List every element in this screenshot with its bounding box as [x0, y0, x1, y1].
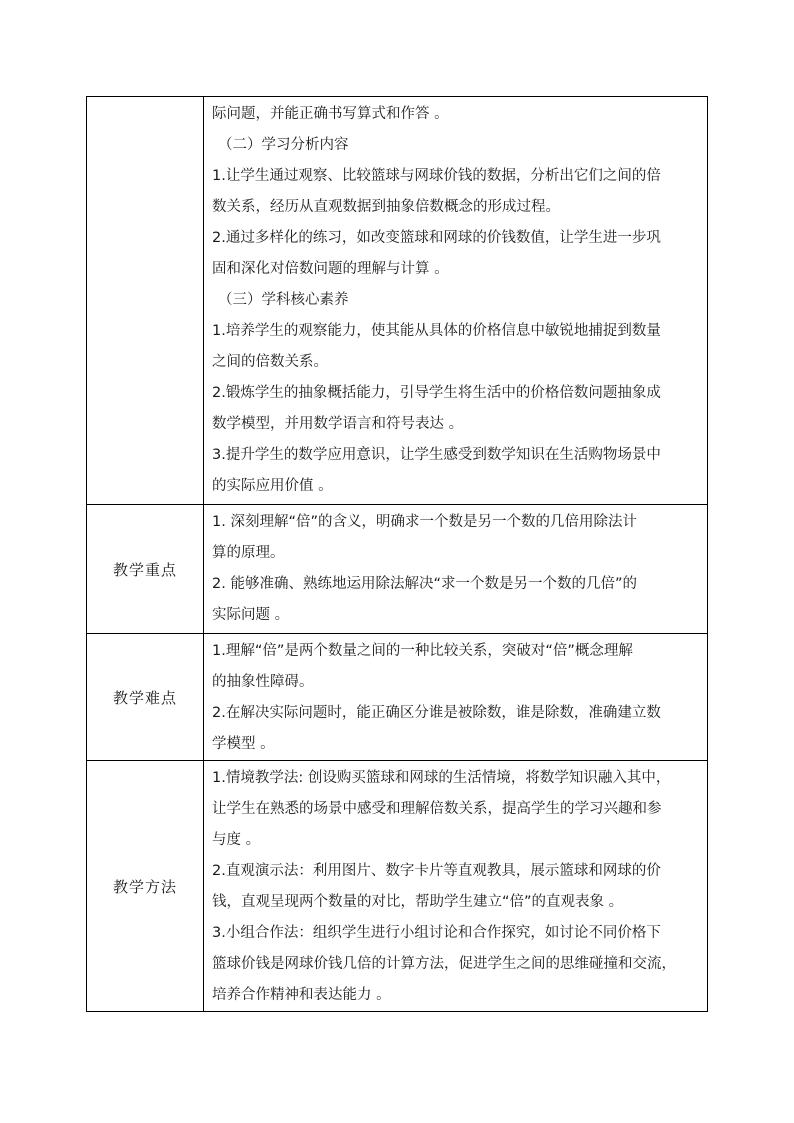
text-line: 2. 能够准确、熟练地运用除法解决“求一个数是另一个数的几倍”的: [212, 576, 637, 592]
text-line: 与度 。: [212, 832, 261, 848]
text-line: 学模型 。: [212, 736, 275, 752]
section-heading: （三）学科核心素养: [218, 292, 349, 308]
text-line: 培养合作精神和表达能力 。: [212, 987, 391, 1003]
text-line: 之间的倍数关系。: [212, 354, 328, 370]
text-line: 际问题，并能正确书写算式和作答 。: [212, 106, 449, 122]
row-label-empty: [87, 97, 204, 505]
text-line: 实际问题 。: [212, 607, 290, 623]
row-label-methods: 教学方法: [87, 761, 204, 1012]
row-content-key-points: [204, 505, 708, 634]
text-line: 2.在解决实际问题时，能正确区分谁是被除数，谁是除数，准确建立数: [212, 705, 661, 721]
row-label-difficulties: 教学难点: [87, 634, 204, 761]
text-line: 1.理解“倍”是两个数量之间的一种比较关系，突破对“倍”概念理解: [212, 643, 633, 659]
text-line: 1.情境教学法: 创设购买篮球和网球的生活情境，将数学知识融入其中，: [212, 770, 671, 786]
text-line: 2.通过多样化的练习，如改变篮球和网球的价钱数值，让学生进一步巩: [212, 230, 661, 246]
text-line: 数学模型，并用数学语言和符号表达 。: [212, 416, 464, 432]
text-line: 1. 深刻理解“倍”的含义，明确求一个数是另一个数的几倍用除法计: [212, 514, 637, 530]
table-row-difficulties: [87, 634, 708, 761]
text-line: 1.让学生通过观察、比较篮球与网球价钱的数据，分析出它们之间的倍: [212, 168, 661, 184]
lesson-plan-table: [86, 96, 708, 1012]
text-line: 固和深化对倍数问题的理解与计算 。: [212, 261, 449, 277]
row-label-key-points: 教学重点: [87, 505, 204, 634]
table-row-methods: [87, 761, 708, 1012]
text-line: 篮球价钱是网球价钱几倍的计算方法，促进学生之间的思维碰撞和交流，: [212, 956, 676, 972]
row-content-methods: [204, 761, 708, 1012]
table-row-objectives: [87, 97, 708, 505]
text-line: 算的原理。: [212, 545, 285, 561]
row-content-objectives: [204, 97, 708, 505]
text-line: 数关系，经历从直观数据到抽象倍数概念的形成过程。: [212, 199, 560, 215]
row-content-difficulties: [204, 634, 708, 761]
text-line: 的实际应用价值 。: [212, 478, 333, 494]
table-row-key-points: [87, 505, 708, 634]
text-line: 让学生在熟悉的场景中感受和理解倍数关系，提高学生的学习兴趣和参: [212, 801, 662, 817]
text-line: 钱，直观呈现两个数量的对比，帮助学生建立“倍”的直观表象 。: [212, 894, 624, 910]
text-line: 2.锻炼学生的抽象概括能力，引导学生将生活中的价格倍数问题抽象成: [212, 385, 661, 401]
text-line: 2.直观演示法：利用图片、数字卡片等直观教具，展示篮球和网球的价: [212, 863, 661, 879]
section-heading: （二）学习分析内容: [218, 137, 349, 153]
text-line: 1.培养学生的观察能力，使其能从具体的价格信息中敏锐地捕捉到数量: [212, 323, 661, 339]
text-line: 的抽象性障碍。: [212, 674, 314, 690]
text-line: 3.小组合作法：组织学生进行小组讨论和合作探究，如讨论不同价格下: [212, 925, 661, 941]
text-line: 3.提升学生的数学应用意识，让学生感受到数学知识在生活购物场景中: [212, 447, 661, 463]
